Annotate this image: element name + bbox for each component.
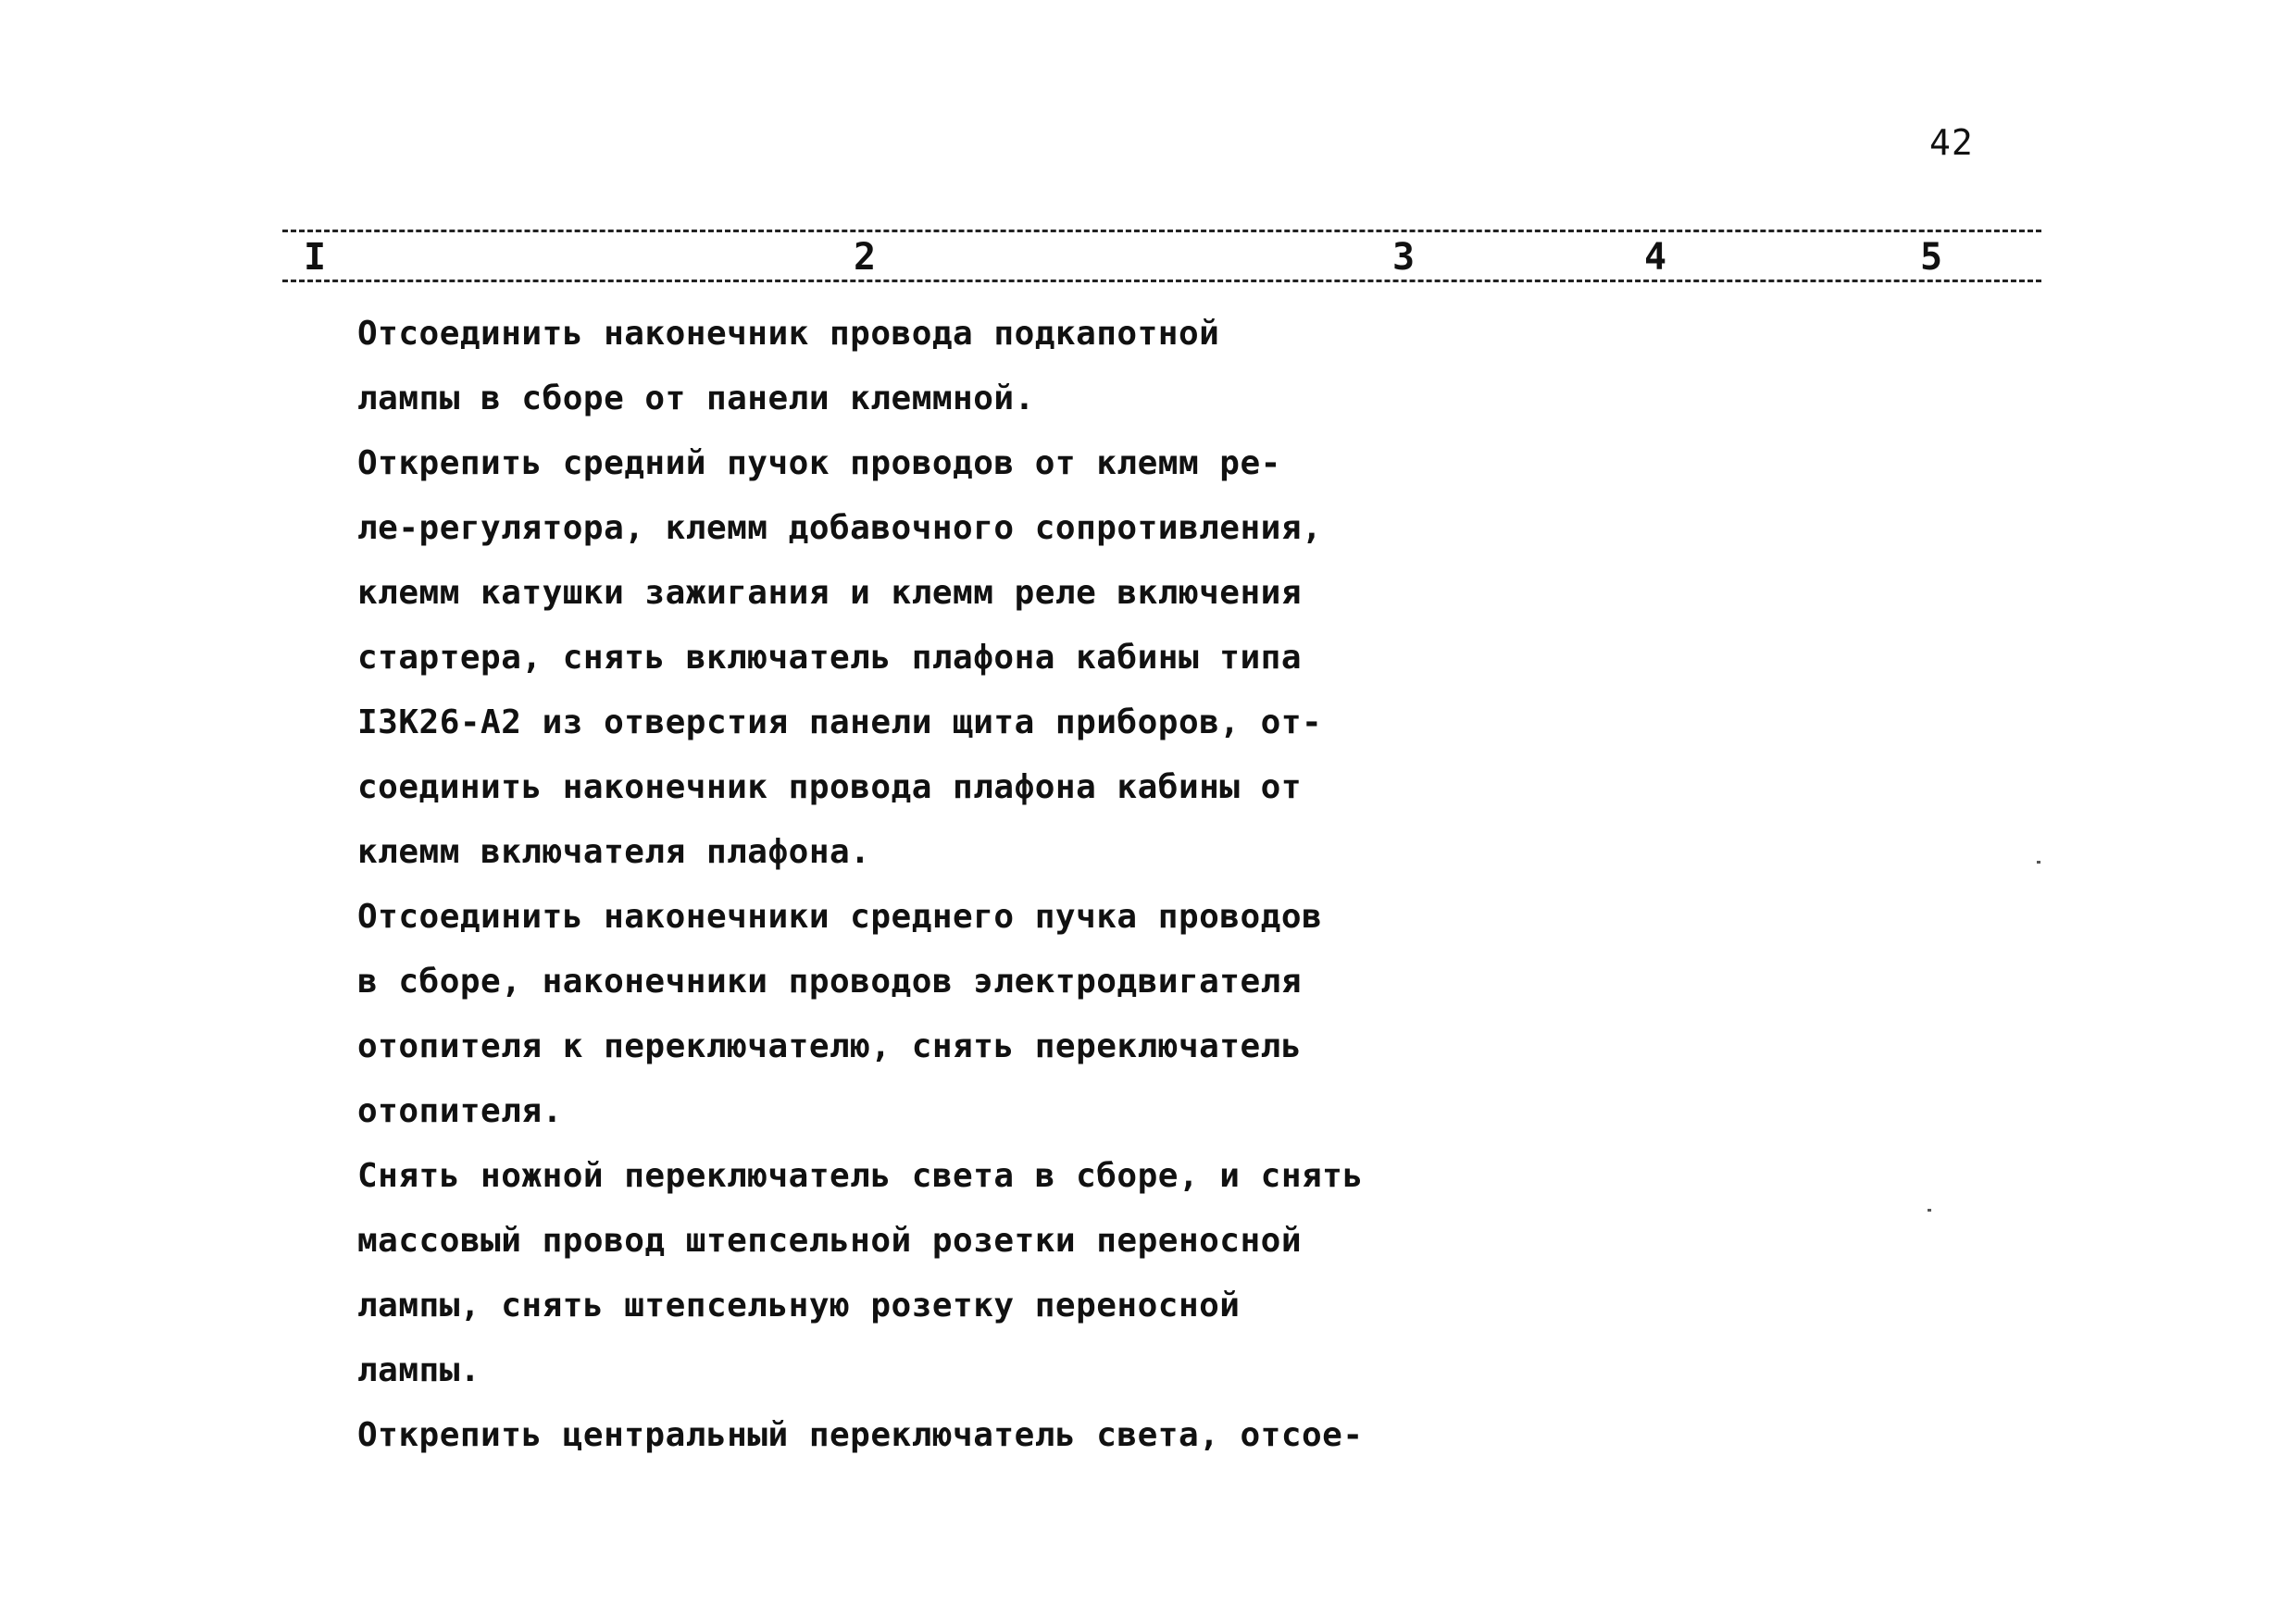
scan-speck [2037,861,2040,864]
column-number-3: 3 [1389,237,1418,278]
text-line: массовый провод штепсельной розетки переносной [357,1222,1302,1260]
page-number: 42 [1929,122,1974,163]
text-line: стартера, снять включатель плафона кабины типа [357,639,1302,677]
text-line: I3K26-A2 из отверстия панели щита приборов, от- [357,703,1323,741]
column-number-2: 2 [850,237,880,278]
text-line: лампы в сборе от панели клеммной. [357,379,1035,417]
text-line: в сборе, наконечники проводов электродвигателя [357,963,1302,1001]
text-line: соединить наконечник провода плафона кабины от [357,768,1302,806]
text-line: Снять ножной переключатель света в сборе, и снять [357,1157,1364,1195]
text-line: клемм включателя плафона. [357,833,871,871]
text-line: лампы, снять штепсельную розетку переносной [357,1287,1241,1325]
text-line: клемм катушки зажигания и клемм реле включения [357,574,1302,612]
instruction-text [357,302,1468,1468]
text-line: отопителя. [357,1092,563,1130]
text-line: лампы. [357,1351,481,1389]
text-line: Открепить средний пучок проводов от клемм ре- [357,444,1281,482]
text-line: отопителя к переключателю, снять переключатель [357,1027,1302,1065]
header-top-rule [282,230,2041,232]
text-line: Открепить центральный переключатель света, отсое- [357,1416,1364,1454]
text-line: ле-регулятора, клемм добавочного сопротивления, [357,509,1323,547]
column-number-5: 5 [1916,237,1946,278]
text-line: Отсоединить наконечники среднего пучка проводов [357,898,1323,936]
column-number-1: I [300,237,330,278]
column-number-4: 4 [1641,237,1670,278]
header-bottom-rule [282,280,2041,282]
text-line: Отсоединить наконечник провода подкапотной [357,315,1220,353]
scan-speck [1928,1209,1931,1212]
